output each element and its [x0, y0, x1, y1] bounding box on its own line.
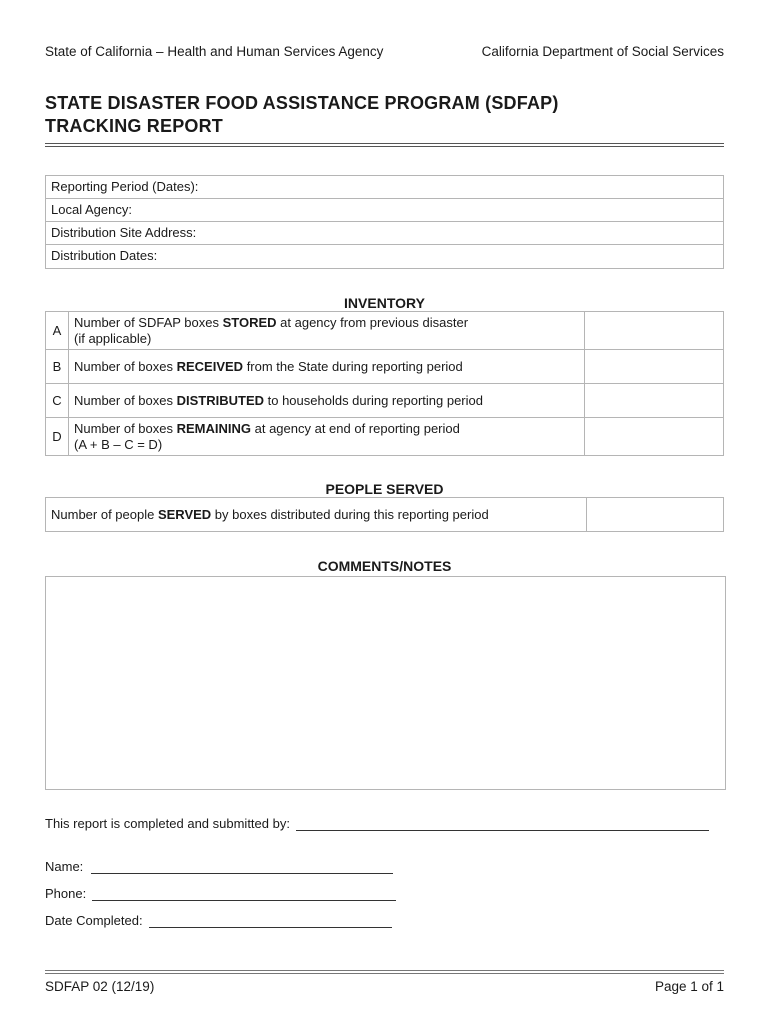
date-completed-input[interactable] — [149, 914, 392, 928]
distributed-boxes-input[interactable] — [585, 384, 723, 417]
agency-header: State of California – Health and Human Services Agency — [45, 44, 384, 59]
form-title-line2: TRACKING REPORT — [45, 116, 223, 136]
inventory-table — [45, 311, 724, 456]
stored-boxes-input[interactable] — [585, 312, 723, 349]
footer-rule-top — [45, 970, 724, 971]
row-description: Number of boxes RECEIVED from the State during reporting period — [69, 350, 585, 383]
distribution-dates-field[interactable]: Distribution Dates: — [51, 248, 158, 263]
name-input[interactable] — [91, 860, 393, 874]
comments-heading: COMMENTS/NOTES — [317, 558, 452, 574]
row-letter: D — [46, 418, 69, 455]
phone-label: Phone: — [45, 886, 87, 901]
footer-rule-bottom — [45, 973, 724, 974]
people-served-heading: PEOPLE SERVED — [325, 481, 444, 497]
row-letter: B — [46, 350, 69, 383]
submitted-by-row — [45, 816, 709, 831]
date-completed-label: Date Completed: — [45, 913, 143, 928]
submitted-by-label: This report is completed and submitted by: — [45, 816, 290, 831]
inventory-row-c — [46, 384, 723, 418]
row-letter: A — [46, 312, 69, 349]
remaining-boxes-input[interactable] — [585, 418, 723, 455]
title-rule-top — [45, 143, 724, 144]
distribution-site-address-field[interactable]: Distribution Site Address: — [46, 222, 723, 245]
inventory-row-b — [46, 350, 723, 384]
people-served-description: Number of people SERVED by boxes distributed during this reporting period — [46, 498, 587, 531]
info-table — [45, 175, 724, 269]
page-number: Page 1 of 1 — [654, 979, 724, 994]
inventory-heading: INVENTORY — [344, 295, 425, 311]
date-completed-row — [45, 913, 392, 928]
name-row — [45, 859, 393, 874]
form-title-line1: STATE DISASTER FOOD ASSISTANCE PROGRAM (SDFAP) — [45, 93, 559, 113]
received-boxes-input[interactable] — [585, 350, 723, 383]
phone-input[interactable] — [92, 887, 396, 901]
department-header: California Department of Social Services — [481, 44, 724, 59]
comments-textarea[interactable] — [45, 576, 726, 790]
people-served-table — [45, 497, 724, 532]
reporting-period-field[interactable]: Reporting Period (Dates): — [46, 176, 723, 199]
inventory-row-a — [46, 312, 723, 350]
title-rule-bottom — [45, 146, 724, 147]
inventory-row-d — [46, 418, 723, 455]
row-letter: C — [46, 384, 69, 417]
row-description: Number of boxes REMAINING at agency at end of reporting period (A + B – C = D) — [69, 418, 585, 455]
name-label: Name: — [45, 859, 84, 874]
form-id: SDFAP 02 (12/19) — [45, 979, 155, 994]
phone-row — [45, 886, 396, 901]
row-description: Number of boxes DISTRIBUTED to households during reporting period — [69, 384, 585, 417]
form-title — [45, 92, 559, 138]
local-agency-field[interactable]: Local Agency: — [46, 199, 723, 222]
people-served-input[interactable] — [587, 498, 723, 531]
row-description: Number of SDFAP boxes STORED at agency from previous disaster (if applicable) — [69, 312, 585, 349]
submitted-by-input[interactable] — [296, 817, 709, 831]
